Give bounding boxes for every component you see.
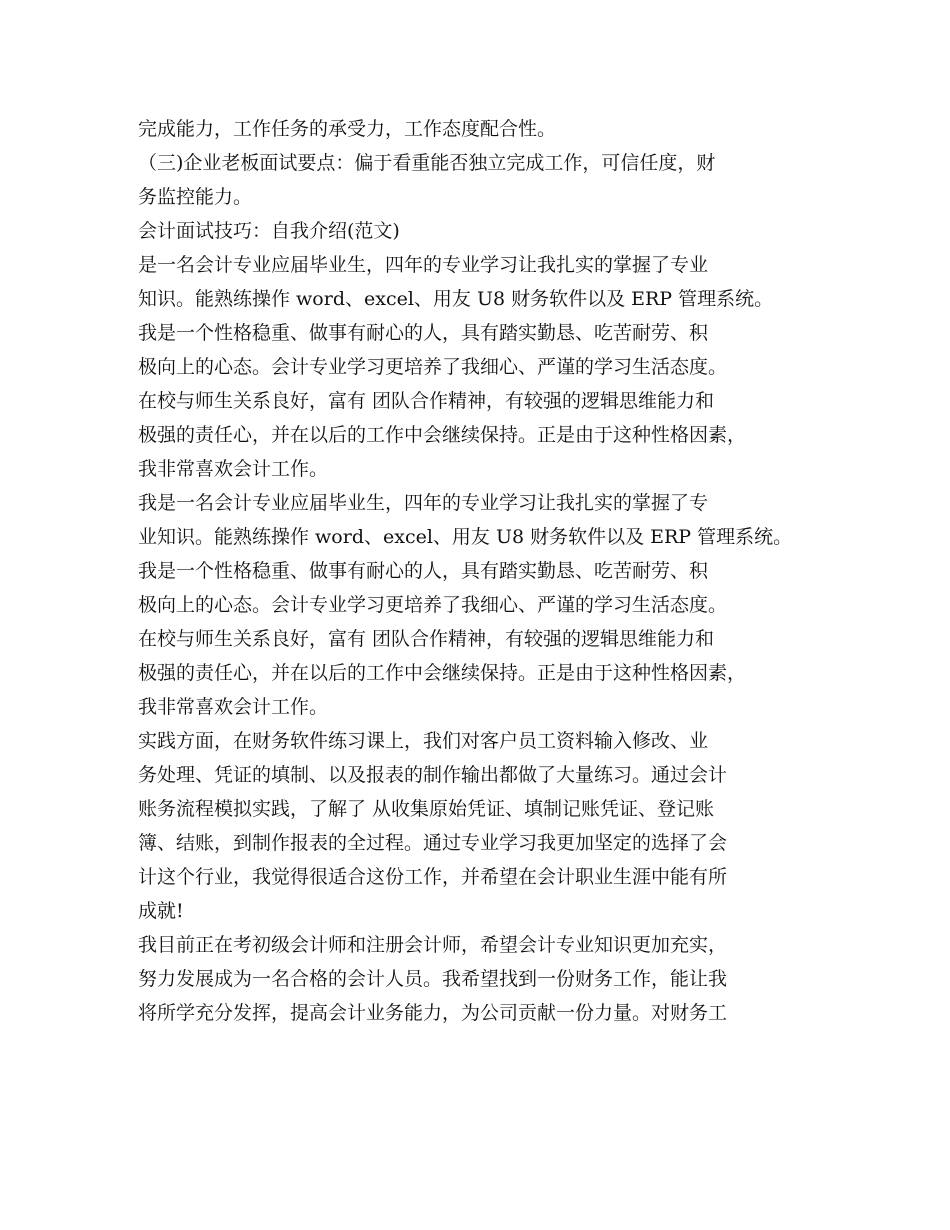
- text-line: 账务流程模拟实践，了解了 从收集原始凭证、填制记账凭证、登记账: [138, 798, 715, 820]
- text-line: 努力发展成为一名合格的会计人员。我希望找到一份财务工作，能让我: [138, 968, 728, 990]
- text-line: 极向上的心态。会计专业学习更培养了我细心、严谨的学习生活态度。: [138, 594, 728, 616]
- text-line: 极强的责任心，并在以后的工作中会继续保持。正是由于这种性格因素，: [138, 424, 747, 446]
- text-line: 成就!: [138, 900, 184, 922]
- text-line: 实践方面，在财务软件练习课上，我们对客户员工资料输入修改、业: [138, 730, 709, 752]
- document-body: [138, 112, 828, 1030]
- text-line: 务处理、凭证的填制、以及报表的制作输出都做了大量练习。通过会计: [138, 764, 728, 786]
- text-line: 务监控能力。: [138, 186, 253, 208]
- section-heading: 会计面试技巧：自我介绍(范文): [138, 220, 400, 242]
- text-line: 计这个行业，我觉得很适合这份工作，并希望在会计职业生涯中能有所: [138, 866, 728, 888]
- text-line: 我是一个性格稳重、做事有耐心的人，具有踏实勤恳、吃苦耐劳、积: [138, 560, 709, 582]
- text-line: （三)企业老板面试要点：偏于看重能否独立完成工作，可信任度，财: [138, 152, 716, 174]
- text-line: 我非常喜欢会计工作。: [138, 696, 329, 718]
- text-line: 在校与师生关系良好，富有 团队合作精神，有较强的逻辑思维能力和: [138, 628, 715, 650]
- text-line: 极强的责任心，并在以后的工作中会继续保持。正是由于这种性格因素，: [138, 662, 747, 684]
- text-line: 我目前正在考初级会计师和注册会计师，希望会计专业知识更加充实，: [138, 934, 728, 956]
- text-line: 我是一个性格稳重、做事有耐心的人，具有踏实勤恳、吃苦耐劳、积: [138, 322, 709, 344]
- text-line: 在校与师生关系良好，富有 团队合作精神，有较强的逻辑思维能力和: [138, 390, 715, 412]
- text-line: 业知识。能熟练操作 word、excel、用友 U8 财务软件以及 ERP 管理系统。: [138, 526, 793, 548]
- text-line: 簿、结账，到制作报表的全过程。通过专业学习我更加坚定的选择了会: [138, 832, 728, 854]
- text-line: 极向上的心态。会计专业学习更培养了我细心、严谨的学习生活态度。: [138, 356, 728, 378]
- text-line: 是一名会计专业应届毕业生，四年的专业学习让我扎实的掌握了专业: [138, 254, 709, 276]
- text-line: 将所学充分发挥，提高会计业务能力，为公司贡献一份力量。对财务工: [138, 1002, 728, 1024]
- text-line: 我非常喜欢会计工作。: [138, 458, 329, 480]
- text-line: 完成能力，工作任务的承受力，工作态度配合性。: [138, 118, 557, 140]
- text-line: 知识。能熟练操作 word、excel、用友 U8 财务软件以及 ERP 管理系统。: [138, 288, 774, 310]
- text-line: 我是一名会计专业应届毕业生，四年的专业学习让我扎实的掌握了专: [138, 492, 709, 514]
